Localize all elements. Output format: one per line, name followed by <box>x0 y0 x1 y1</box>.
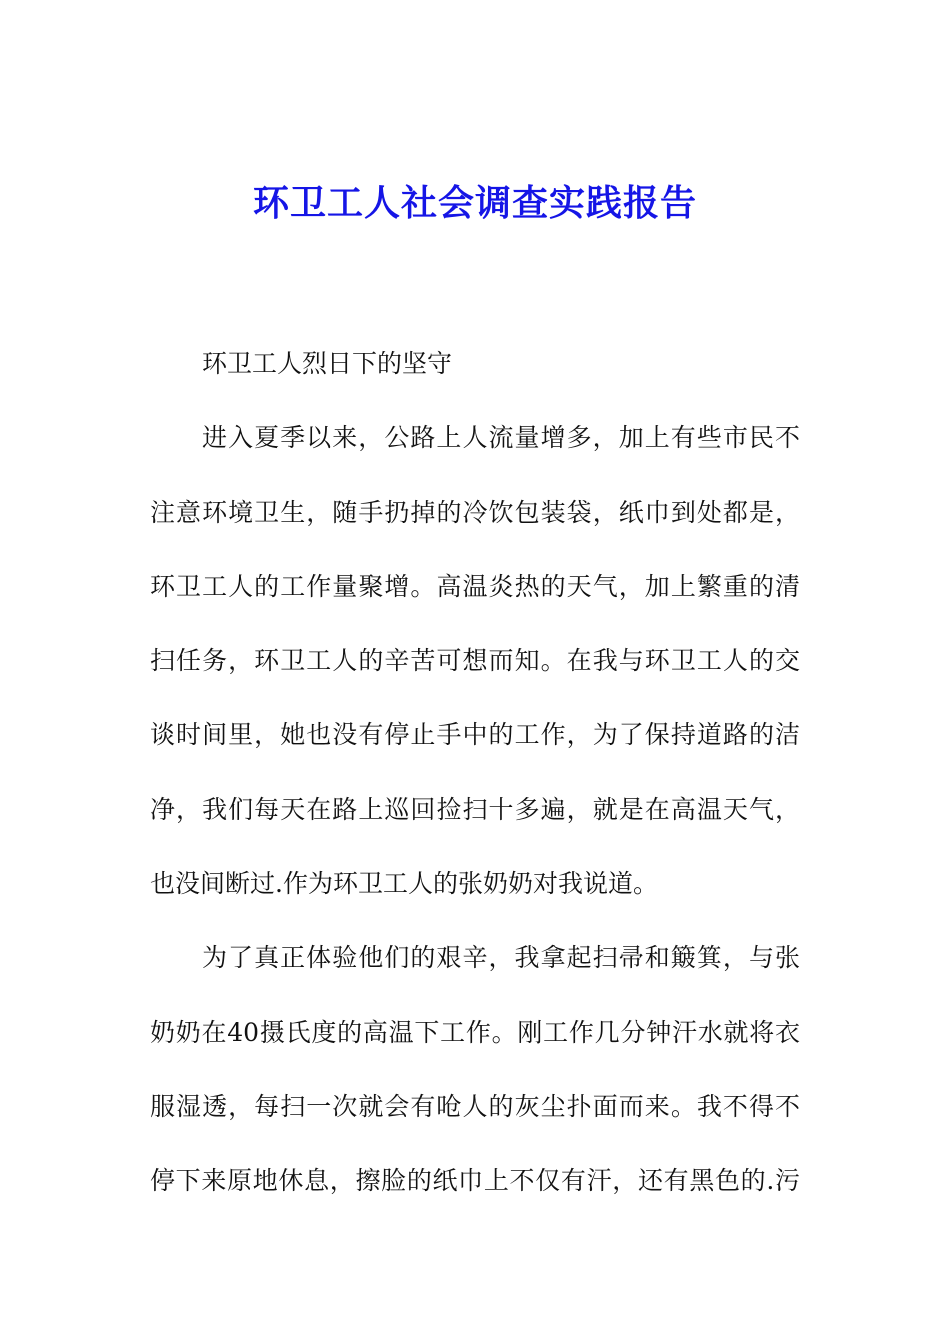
document-body <box>150 327 800 1219</box>
paragraph-line: 扫任务，环卫工人的辛苦可想而知。在我与环卫工人的交 <box>150 646 800 676</box>
paragraph-line: 注意环境卫生，随手扔掉的冷饮包装袋，纸巾到处都是， <box>150 497 800 527</box>
paragraph-line: 为了真正体验他们的艰辛，我拿起扫帚和簸箕，与张 <box>202 943 800 973</box>
paragraph-line: 停下来原地休息，擦脸的纸巾上不仅有汗，还有黑色的.污 <box>150 1166 800 1196</box>
paragraph-line: 进入夏季以来，公路上人流量增多，加上有些市民不 <box>202 423 800 453</box>
paragraph-line: 服湿透，每扫一次就会有呛人的灰尘扑面而来。我不得不 <box>150 1091 800 1121</box>
subtitle-line: 环卫工人烈日下的坚守 <box>202 349 453 378</box>
paragraph-line: 奶奶在40摄氏度的高温下工作。刚工作几分钟汗水就将衣 <box>150 1017 800 1047</box>
paragraph-line: 也没间断过.作为环卫工人的张奶奶对我说道。 <box>150 869 658 899</box>
paragraph-line: 净，我们每天在路上巡回捡扫十多遍，就是在高温天气， <box>150 794 800 824</box>
paragraph-line: 环卫工人的工作量聚增。高温炎热的天气，加上繁重的清 <box>150 571 800 601</box>
paragraph-line: 谈时间里，她也没有停止手中的工作，为了保持道路的洁 <box>150 720 800 750</box>
document-title: 环卫工人社会调查实践报告 <box>252 182 697 224</box>
